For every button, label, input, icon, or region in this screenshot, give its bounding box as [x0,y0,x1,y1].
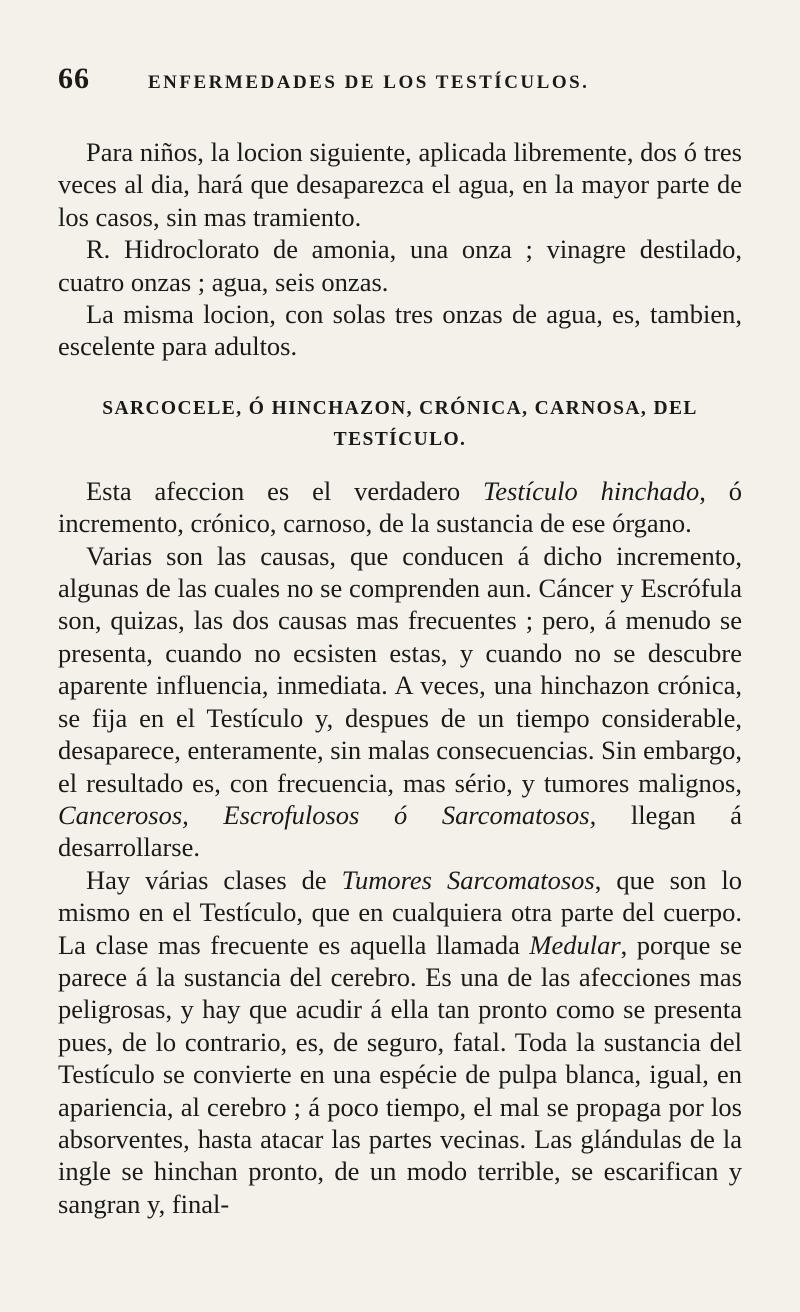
paragraph-definition [58,475,742,540]
text-run: , que son lo mismo en el Testículo, que en cualquiera otra parte del cuerpo. La clase mas frecuente es aquella llamada [58,864,742,960]
paragraph-lotion: Para niños, la locion siguiente, aplicada libremente, dos ó tres veces al dia, hará que desaparezca el agua, en la mayor parte de los casos, sin mas tramiento. [58,137,742,232]
section-title-line-2: TESTÍCULO. [333,428,467,450]
text-run: Esta afeccion es el verdadero [86,475,483,506]
paragraph-recipe: R. Hidroclorato de amonia, una onza ; vinagre destilado, cuatro onzas ; agua, seis onzas. [58,234,742,297]
italic-term: Medular [529,929,621,960]
section-title [58,393,742,455]
page-number: 66 [58,62,90,95]
text-run: Hay várias clases de [86,864,342,895]
section-title-line-1: SARCOCELE, Ó HINCHAZON, CRÓNICA, CARNOSA, DEL [102,397,698,419]
page-body [58,136,742,1220]
italic-term: Testículo hinchado [482,475,700,506]
paragraph-tumors [58,864,742,1220]
italic-term: Tumores Sarcomatosos [341,864,595,895]
text-run: , porque se parece á la sustancia del cerebro. Es una de las afecciones mas peligrosas, y hay que acudir á ella tan pronto como se presenta pues, de lo contrario, es, de seguro, fatal. Toda la sustancia del Testículo se convierte en una espécie de pulpa blanca, igual, en apariencia, al cerebro ; á poco tiempo, el mal se propaga por los absorventes, hasta atacar las partes vecinas. Las glándulas de la ingle se hinchan pronto, de un modo terrible, se escarifican y sangran y, final- [58,929,742,1219]
text-run: llegan á desarrollarse. [58,799,742,863]
paragraph-causes [58,540,742,864]
italic-term: Cancerosos, Escrofulosos ó Sarcomatosos, [58,799,597,830]
running-head: ENFERMEDADES DE LOS TESTÍCULOS. [148,72,590,93]
paragraph-adults: La misma locion, con solas tres onzas de agua, es, tambien, escelente para adultos. [58,299,742,362]
text-run: , ó incremento, crónico, carnoso, de la sustancia de ese órgano. [58,475,743,539]
page-header [58,62,742,106]
text-run: Varias son las causas, que conducen á dicho incremento, algunas de las cuales no se comprenden aun. Cáncer y Escrófula son, quizas, las dos causas mas frecuentes ; pero, á menudo se presenta, cuando no ecsisten estas, y cuando no se descubre aparente influencia, inmediata. A veces, una hinchazon crónica, se fija en el Testículo y, despues de un tiempo considerable, desaparece, enteramente, sin malas consecuencias. Sin embargo, el resultado es, con frecuencia, mas sério, y tumores malignos, [58,540,742,798]
